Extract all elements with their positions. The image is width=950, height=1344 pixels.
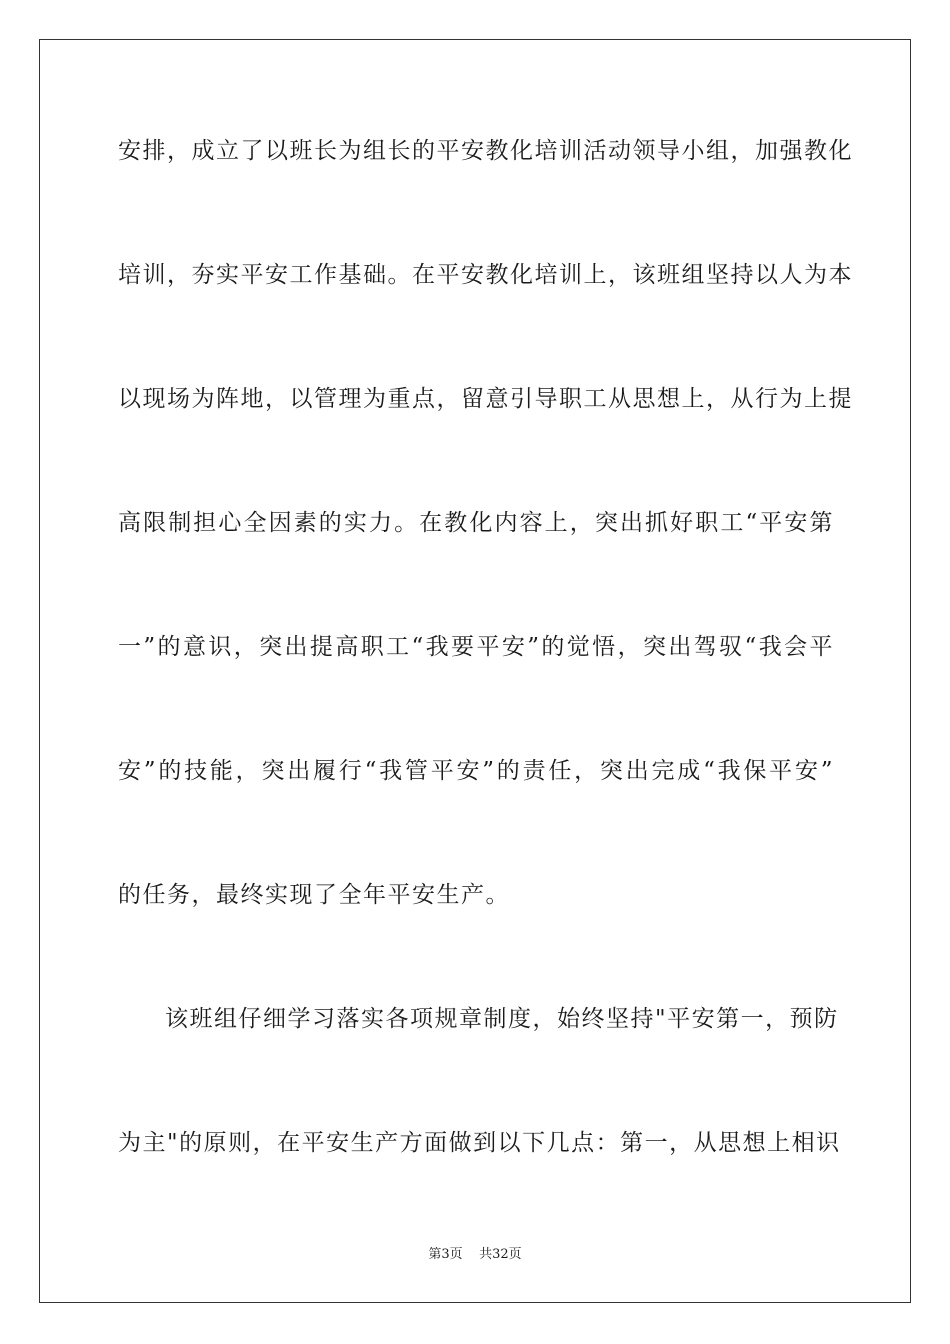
text-line-5: 一”的意识，突出提高职工“我要平安”的觉悟，突出驾驭“我会平 xyxy=(118,634,834,660)
page-footer xyxy=(0,1247,950,1263)
text-line-3: 以现场为阵地，以管理为重点，留意引导职工从思想上，从行为上提 xyxy=(118,386,853,412)
text-line-4: 高限制担心全因素的实力。在教化内容上，突出抓好职工“平安第 xyxy=(118,510,834,536)
page-border xyxy=(39,39,911,1303)
text-line-9: 为主"的原则，在平安生产方面做到以下几点：第一，从思想上相识 xyxy=(118,1130,841,1156)
text-line-8: 该班组仔细学习落实各项规章制度，始终坚持"平安第一，预防 xyxy=(165,1006,839,1032)
text-line-7: 的任务，最终实现了全年平安生产。 xyxy=(118,882,510,908)
text-line-6: 安”的技能，突出履行“我管平安”的责任，突出完成“我保平安” xyxy=(118,758,834,784)
text-line-2: 培训，夯实平安工作基础。在平安教化培训上，该班组坚持以人为本 xyxy=(118,262,853,288)
page-total: 共32页 xyxy=(479,1247,522,1262)
text-line-1: 安排，成立了以班长为组长的平安教化培训活动领导小组，加强教化 xyxy=(118,138,853,164)
page-number: 第3页 xyxy=(428,1247,463,1262)
